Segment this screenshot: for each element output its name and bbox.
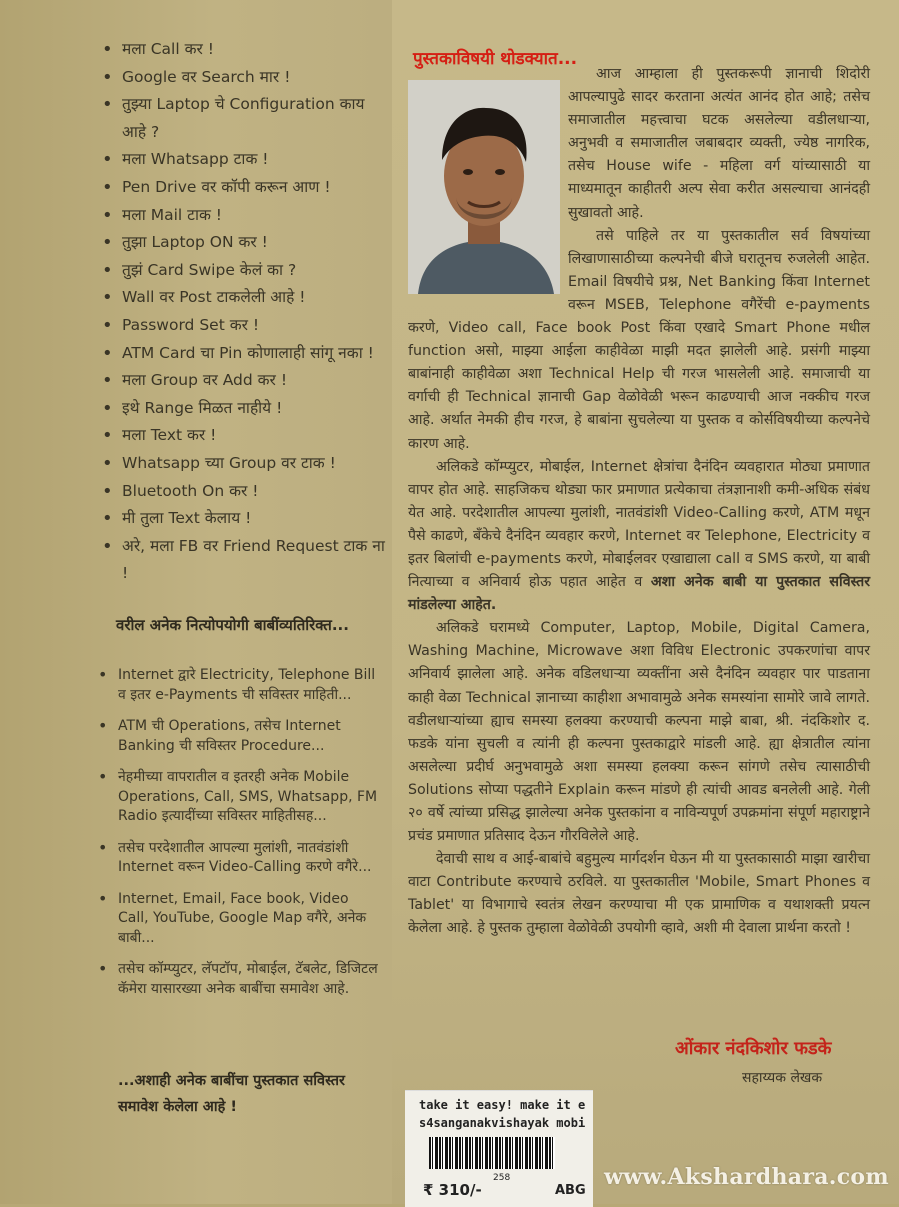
list-item: • मला Text कर ! <box>100 422 390 450</box>
sticker-title: take it easy! make it e <box>419 1098 586 1112</box>
list-item: • Whatsapp च्या Group वर टाक ! <box>100 450 390 478</box>
list-item: • इथे Range मिळत नाहीये ! <box>100 395 390 423</box>
list-item: • Internet, Email, Face book, Video Call, YouTube, Google Map वगैरे, अनेक बाबी... <box>96 890 378 949</box>
list-item: • Google वर Search मार ! <box>100 64 390 92</box>
list-item: • ATM Card चा Pin कोणालाही सांगू नका ! <box>100 340 390 368</box>
price-sticker <box>405 1090 593 1207</box>
list-item: • तसेच कॉम्प्युटर, लॅपटॉप, मोबाईल, टॅबलेट, डिजिटल कॅमेरा यासारख्या अनेक बाबींचा समावेश आहे. <box>96 960 378 999</box>
additional-features-heading: वरील अनेक नित्योपयोगी बाबींव्यतिरिक्त... <box>116 616 349 634</box>
paragraph: अलिकडे कॉम्प्युटर, मोबाईल, Internet क्षेत्रांचा दैनंदिन व्यवहारात मोठ्या प्रमाणात वापर होत आहे. साहजिकच थोड्या फार प्रमाणात प्रत्येकाचा तंत्रज्ञानाशी कमी-अधिक संबंध येत आहे. परदेशातील आपल्या मुलांशी, नातवंडांशी Video-Calling करणे, ATM मधून पैसे काढणे, बँकेचे दैनंदिन व्यवहार करणे, Internet वर Telephone, Electricity व इतर बिलांची e-payments करणे, मोबाईलवर एखाद्याला call व SMS करणे, या बाबी नित्याच्या व अनिवार्य होऊ पहात आहेत व अशा अनेक बाबी या पुस्तकात सविस्तर मांडलेल्या आहेत. <box>408 458 870 614</box>
highlight-text: अशा अनेक बाबी या पुस्तकात सविस्तर मांडलेल्या आहेत. <box>408 574 870 614</box>
author-name: ओंकार नंदकिशोर फडके <box>675 1038 832 1059</box>
list-item: • तुझा Laptop ON कर ! <box>100 229 390 257</box>
list-item: • नेहमीच्या वापरातील व इतरही अनेक Mobile Operations, Call, SMS, Whatsapp, FM Radio इत्यादींच्या सविस्तर माहितीसह... <box>96 768 378 827</box>
paragraph: तसे पाहिले तर या पुस्तकातील सर्व विषयांच्या लिखाणासाठीच्या कल्पनेची बीजे घरातूनच रुजलेली आहेत. Email विषयीचे प्रश्न, Net Banking किंवा Internet वरून MSEB, Telephone वगैरेंची e-payments करणे, Video call, Face book Post किंवा एखादे Smart Phone मधील function असो, माझ्या आईला काहीवेळा माझी मदत झालेली आहे. प्रसंगी माझ्या बाबांनाही काहीवेळा अशा Technical Help ची गरज भासलेली आहे. समाजाची या वर्गाची ही Technical ज्ञानाची Gap वेळोवेळी भरून काढण्याची आज नक्कीच गरज आहे. अर्थात नेमकी हीच गरज, हे बाबांना सुचलेल्या या पुस्तक व कोर्सविषयीच्या कल्पनेचे कारण आहे. <box>408 227 870 452</box>
list-item: • मी तुला Text केलाय ! <box>100 505 390 533</box>
list-item: • मला Whatsapp टाक ! <box>100 146 390 174</box>
list-item: • मला Mail टाक ! <box>100 202 390 230</box>
stock-number: 258 <box>493 1173 511 1183</box>
list-item: • मला Group वर Add कर ! <box>100 367 390 395</box>
about-book-text <box>408 63 870 941</box>
list-item: • Wall वर Post टाकलेली आहे ! <box>100 284 390 312</box>
paragraph: अलिकडे घरामध्ये Computer, Laptop, Mobile, Digital Camera, Washing Machine, Microwave अशा विविध Electronic उपकरणांचा वापर अनिवार्य झालेला आहे. अनेक वडिलधाऱ्या व्यक्तींना असे दैनंदिन व्यवहार पार पाडताना काही वेळा Technical ज्ञानाच्या काहीशा अभावामुळे अनेक समस्यांना सामोरे जावे लागते. वडीलधाऱ्यांच्या ह्याच समस्या हलक्या करण्याची कल्पना माझे बाबा, श्री. नंदकिशोर द. फडके यांना सुचली व त्यांनी ही कल्पना पुस्तकाद्वारे मांडली आहे. ह्या क्षेत्रातील त्यांना असलेल्या प्रदीर्घ अनुभवामुळे अशा समस्या हलक्या करून सांगणे तसेच त्यासाठीची Solutions सोप्या पद्धतीने Explain करून मांडणे ही त्यांची आवड बनलेली आहे. गेली २० वर्षे त्यांच्या प्रसिद्ध झालेल्या अनेक पुस्तकांना व नाविन्यपूर्ण उपक्रमांना संपूर्ण महाराष्ट्राने प्रचंड प्रमाणात प्रतिसाद देऊन गौरविलेले आहे. <box>408 620 870 845</box>
feature-bullet-list <box>100 36 390 588</box>
list-item: • तुझं Card Swipe केलं का ? <box>100 257 390 285</box>
list-item: • मला Call कर ! <box>100 36 390 64</box>
list-item: • ATM ची Operations, तसेच Internet Banking ची सविस्तर Procedure... <box>96 717 378 756</box>
watermark: www.Akshardhara.com <box>604 1164 889 1190</box>
list-item: • Password Set कर ! <box>100 312 390 340</box>
paragraph: देवाची साथ व आई-बाबांचे बहुमुल्य मार्गदर्शन घेऊन मी या पुस्तकासाठी माझा खारीचा वाटा Contribute करण्याचे ठरविले. या पुस्तकातील 'Mobile, Smart Phones व Tablet' या विभागाचे स्वतंत्र लेखन करण्याचा मी एक प्रामाणिक व यथाशक्ती प्रयत्न केलेला आहे. हे पुस्तक तुम्हाला वेळोवेळी उपयोगी व्हावे, अशी मी देवाला प्रार्थना करतो ! <box>408 851 870 937</box>
barcode-icon <box>429 1137 555 1169</box>
additional-features-list <box>96 666 378 1011</box>
list-item: • Internet द्वारे Electricity, Telephone Bill व इतर e-Payments ची सविस्तर माहिती... <box>96 666 378 705</box>
price: ₹ 310/- <box>423 1181 482 1199</box>
list-item: • तुझ्या Laptop चे Configuration काय आहे ? <box>100 91 390 146</box>
paragraph: आज आम्हाला ही पुस्तकरूपी ज्ञानाची शिदोरी आपल्यापुढे सादर करताना अत्यंत आनंद होत आहे; तसेच समाजातील महत्त्वाचा घटक असलेल्या वडीलधाऱ्या, अनुभवी व समाजातील जबाबदार व्यक्ती, ज्येष्ठ नागरिक, तसेच House wife - महिला वर्ग यांच्यासाठी या माध्यमातून काहीतरी अल्प सेवा करीत असल्याचा आनंदही सुखावतो आहे. <box>568 66 870 221</box>
section-title: पुस्तकाविषयी थोडक्यात... <box>413 49 578 69</box>
list-item: • तसेच परदेशातील आपल्या मुलांशी, नातवंडांशी Internet वरून Video-Calling करणे वगैरे... <box>96 839 378 878</box>
list-item: • अरे, मला FB वर Friend Request टाक ना ! <box>100 533 390 588</box>
sticker-code: s4sanganakvishayak mobi <box>419 1116 586 1130</box>
sticker-tag: ABG <box>555 1183 586 1198</box>
list-item: • Bluetooth On कर ! <box>100 478 390 506</box>
closing-statement: ...अशाही अनेक बाबींचा पुस्तकात सविस्तर समावेश केलेला आहे ! <box>118 1073 345 1115</box>
list-item: • Pen Drive वर कॉपी करून आण ! <box>100 174 390 202</box>
author-role: सहाय्यक लेखक <box>742 1070 823 1086</box>
